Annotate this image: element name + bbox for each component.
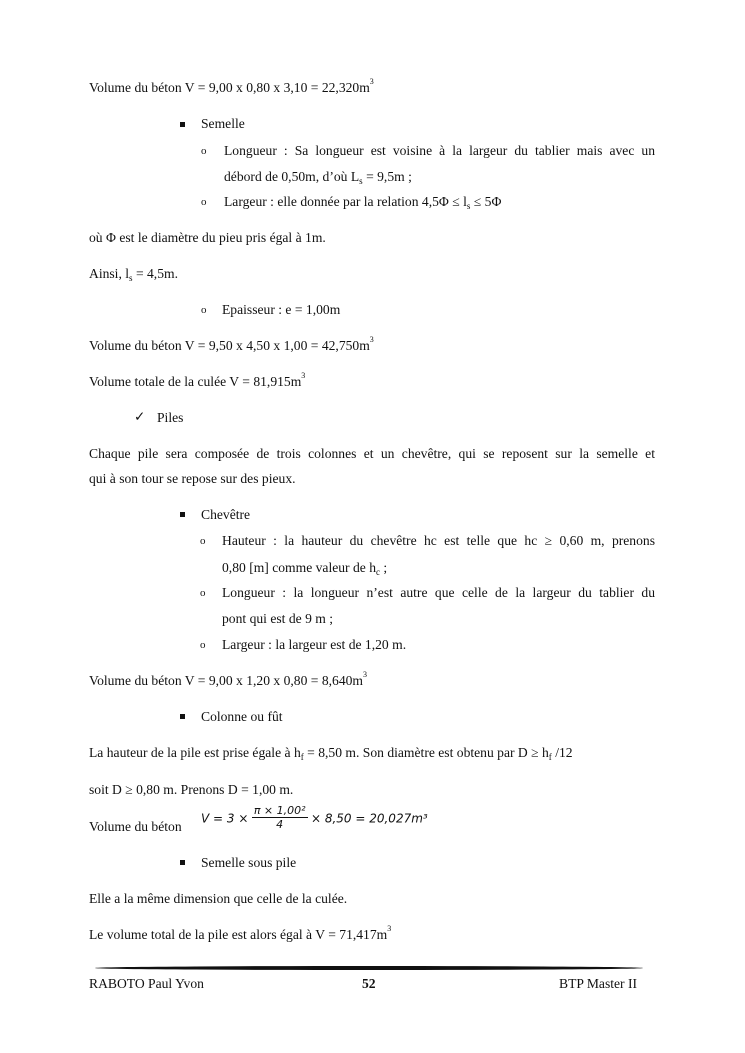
text-line: Ainsi, $l_s = 4,5m$.	[89, 266, 178, 283]
text-line: La hauteur de la pile est prise égale à $h_f = 8,50$ m. Son diamètre est obtenu par $D \ge h_f$ /12	[89, 745, 573, 762]
text-line: Semelle sous pile	[201, 855, 297, 870]
text-line: pont qui est de 9 m ;	[222, 611, 334, 626]
text-line: qui à son tour se repose sur des pieux.	[89, 471, 296, 486]
square-bullet-icon	[180, 512, 185, 517]
formula-numerator: π × 1,00²	[253, 804, 306, 817]
text-line: Semelle	[201, 116, 245, 131]
section-heading: Piles	[157, 410, 184, 425]
text-line: Le volume total de la pile est alors égal à $V = 71,417m^3$	[89, 924, 392, 942]
text-line: Volume du béton V = 9,50 x 4,50 x $1,00 = 42,750m^3$	[89, 335, 374, 353]
text-line: Largeur : elle donnée par la relation $4,5\Phi \le l_s \le 5\Phi$	[224, 194, 502, 211]
formula-left: V = 3 ×	[201, 811, 249, 826]
formula-right: × 8,50 = 20,027m³	[310, 811, 428, 826]
page-number: 52	[362, 976, 376, 991]
square-bullet-icon	[180, 860, 185, 865]
text-line: Volume du béton V = 9,00 x 0,80 x $3,10 = 22,320m^3$	[89, 77, 374, 95]
text-line: Chaque pile sera composée de trois colonnes et un chevêtre, qui se reposent sur la semelle et	[89, 446, 655, 461]
text-line: débord de 0,50m, d’où $L_s = 9,5m$ ;	[224, 169, 412, 186]
text-line: soit D ≥ 0,80 m. Prenons D = 1,00 m.	[89, 782, 294, 797]
circle-bullet-icon: o	[201, 196, 207, 208]
circle-bullet-icon: o	[200, 587, 206, 599]
text-line: Largeur : la largeur est de 1,20 m.	[222, 637, 407, 652]
text-line: Epaisseur : e = 1,00m	[222, 302, 341, 317]
text-line: Volume du béton V = 9,00 x 1,20 x $0,80 = 8,640m^3$	[89, 670, 367, 688]
volume-formula	[201, 804, 428, 832]
footer-course: BTP Master II	[559, 976, 638, 991]
text-line: où Φ est le diamètre du pieu pris égal à 1m.	[89, 230, 326, 245]
text-line: Longueur : Sa longueur est voisine à la largeur du tablier mais avec un	[224, 143, 655, 158]
square-bullet-icon	[180, 122, 185, 127]
circle-bullet-icon: o	[200, 639, 206, 651]
circle-bullet-icon: o	[200, 535, 206, 547]
formula-denominator: 4	[276, 818, 284, 831]
footer-divider	[95, 966, 643, 970]
text-line: Volume totale de la culée $V = 81,915m^3$	[89, 371, 306, 389]
square-bullet-icon	[180, 714, 185, 719]
circle-bullet-icon: o	[201, 145, 207, 157]
text-line: 0,80 [m] comme valeur de $h_c$ ;	[222, 560, 388, 577]
footer-author: RABOTO Paul Yvon	[89, 976, 204, 991]
text-line: Colonne ou fût	[201, 709, 283, 724]
text-line: Longueur : la longueur n’est autre que celle de la largeur du tablier du	[222, 585, 655, 600]
text-line: Volume du béton	[89, 819, 182, 834]
circle-bullet-icon: o	[201, 304, 207, 316]
formula-fraction	[252, 805, 308, 830]
text-line: Hauteur : la hauteur du chevêtre hc est telle que hc ≥ 0,60 m, prenons	[222, 533, 655, 548]
check-icon: ✓	[134, 409, 146, 424]
text-line: Chevêtre	[201, 507, 251, 522]
text-line: Elle a la même dimension que celle de la culée.	[89, 891, 348, 906]
